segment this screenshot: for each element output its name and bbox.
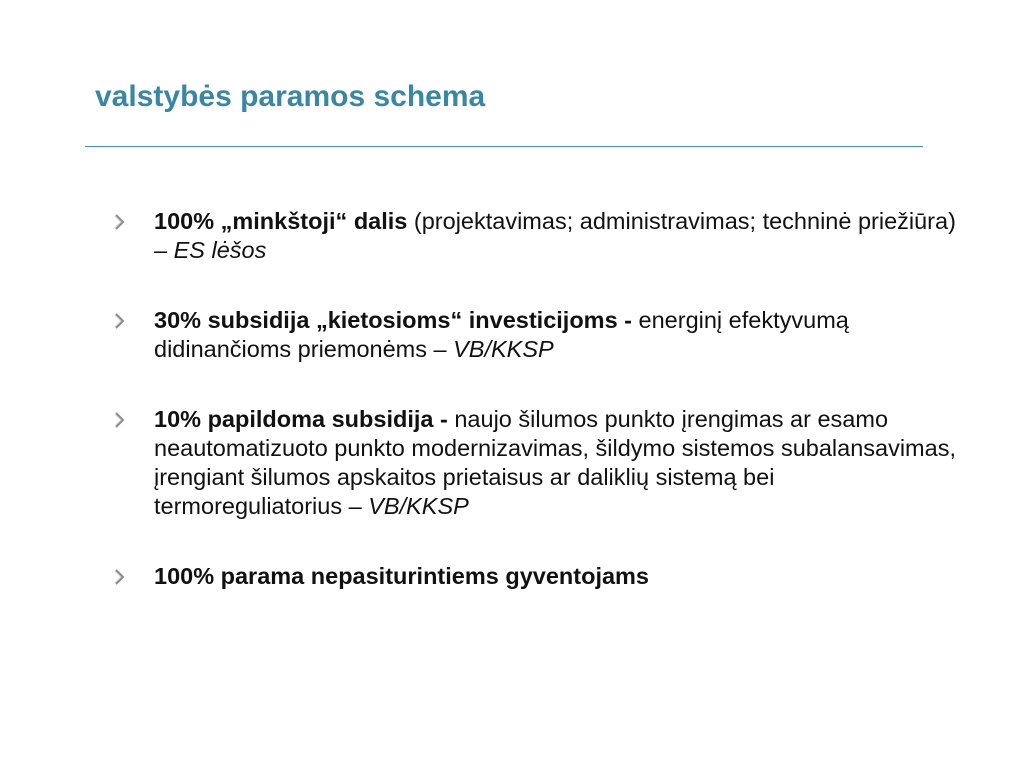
title-divider (85, 146, 923, 147)
list-item (110, 562, 960, 591)
bullet-text: (projektavimas; administravimas; techninė priežiūra) – (154, 208, 956, 263)
chevron-right-icon (114, 412, 126, 428)
page-title: valstybės paramos schema (95, 80, 486, 113)
bullet-text: energinį efektyvumą didinančioms priemonėms – (154, 307, 849, 362)
bullet-funding-source: ES lėšos (173, 237, 267, 263)
list-item (110, 306, 960, 364)
list-item (110, 207, 960, 265)
bullet-bold-text: 100% parama nepasiturintiems gyventojams (154, 563, 650, 589)
bullet-bold-text: 10% papildoma subsidija - (154, 406, 455, 432)
chevron-right-icon (114, 313, 126, 329)
bullet-list (110, 207, 960, 591)
bullet-bold-text: 100% „minkštoji“ dalis (154, 208, 408, 234)
bullet-funding-source: VB/KKSP (453, 336, 554, 362)
list-item (110, 405, 960, 521)
chevron-right-icon (114, 569, 126, 585)
bullet-text: naujo šilumos punkto įrengimas ar esamo neautomatizuoto punkto modernizavimas, šildymo sistemos subalansavimas, įrengiant šilumos apskaitos prietaisus ar daliklių sistemą bei termoreguliatorius – (154, 406, 956, 519)
bullet-bold-text: 30% subsidija „kietosioms“ investicijoms - (154, 307, 639, 333)
chevron-right-icon (114, 214, 126, 230)
bullet-funding-source: VB/KKSP (368, 493, 469, 519)
